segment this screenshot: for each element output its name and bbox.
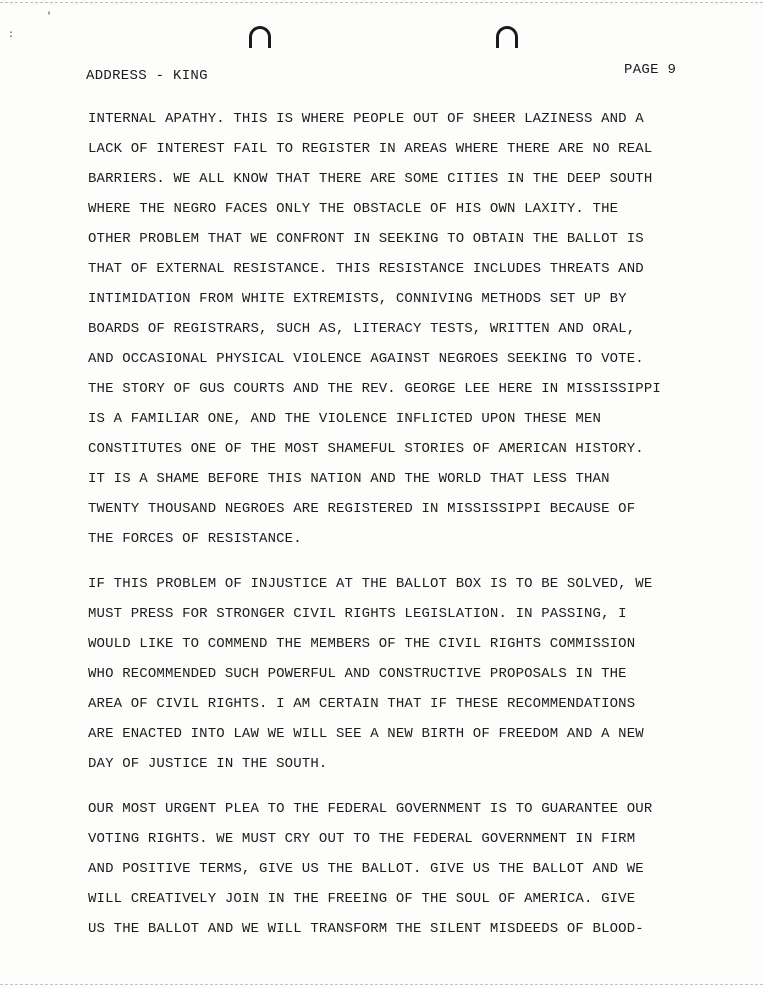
text-line: DAY OF JUSTICE IN THE SOUTH. xyxy=(88,756,328,772)
text-line: AND POSITIVE TERMS, GIVE US THE BALLOT. GIVE US THE BALLOT AND WE xyxy=(88,861,644,877)
text-line: THE FORCES OF RESISTANCE. xyxy=(88,531,302,547)
text-line: VOTING RIGHTS. WE MUST CRY OUT TO THE FEDERAL GOVERNMENT IN FIRM xyxy=(88,831,636,847)
text-line: IF THIS PROBLEM OF INJUSTICE AT THE BALLOT BOX IS TO BE SOLVED, WE xyxy=(88,576,653,592)
paragraph-2 xyxy=(88,569,698,779)
margin-mark: : xyxy=(8,30,15,41)
text-line: MUST PRESS FOR STRONGER CIVIL RIGHTS LEGISLATION. IN PASSING, I xyxy=(88,606,627,622)
text-line: OUR MOST URGENT PLEA TO THE FEDERAL GOVERNMENT IS TO GUARANTEE OUR xyxy=(88,801,653,817)
text-line: AREA OF CIVIL RIGHTS. I AM CERTAIN THAT IF THESE RECOMMENDATIONS xyxy=(88,696,636,712)
text-line: AND OCCASIONAL PHYSICAL VIOLENCE AGAINST NEGROES SEEKING TO VOTE. xyxy=(88,351,644,367)
text-line: BOARDS OF REGISTRARS, SUCH AS, LITERACY TESTS, WRITTEN AND ORAL, xyxy=(88,321,636,337)
text-line: ARE ENACTED INTO LAW WE WILL SEE A NEW BIRTH OF FREEDOM AND A NEW xyxy=(88,726,644,742)
document-header-title: ADDRESS - KING xyxy=(86,68,208,84)
top-perforation xyxy=(0,2,763,3)
text-line: CONSTITUTES ONE OF THE MOST SHAMEFUL STORIES OF AMERICAN HISTORY. xyxy=(88,441,644,457)
staple-mark-left xyxy=(249,26,271,48)
text-line: WHO RECOMMENDED SUCH POWERFUL AND CONSTRUCTIVE PROPOSALS IN THE xyxy=(88,666,627,682)
bottom-perforation xyxy=(0,984,763,985)
margin-mark: ' xyxy=(46,12,53,23)
text-line: TWENTY THOUSAND NEGROES ARE REGISTERED IN MISSISSIPPI BECAUSE OF xyxy=(88,501,636,517)
document-body xyxy=(88,104,698,944)
text-line: INTERNAL APATHY. THIS IS WHERE PEOPLE OUT OF SHEER LAZINESS AND A xyxy=(88,111,644,127)
staple-mark-right xyxy=(496,26,518,48)
text-line: THE STORY OF GUS COURTS AND THE REV. GEORGE LEE HERE IN MISSISSIPPI xyxy=(88,381,661,397)
text-line: WILL CREATIVELY JOIN IN THE FREEING OF THE SOUL OF AMERICA. GIVE xyxy=(88,891,636,907)
text-line: US THE BALLOT AND WE WILL TRANSFORM THE SILENT MISDEEDS OF BLOOD- xyxy=(88,921,644,937)
text-line: IT IS A SHAME BEFORE THIS NATION AND THE WORLD THAT LESS THAN xyxy=(88,471,610,487)
paragraph-3 xyxy=(88,794,698,944)
text-line: OTHER PROBLEM THAT WE CONFRONT IN SEEKING TO OBTAIN THE BALLOT IS xyxy=(88,231,644,247)
text-line: WHERE THE NEGRO FACES ONLY THE OBSTACLE OF HIS OWN LAXITY. THE xyxy=(88,201,619,217)
page-number: PAGE 9 xyxy=(624,62,677,78)
text-line: IS A FAMILIAR ONE, AND THE VIOLENCE INFLICTED UPON THESE MEN xyxy=(88,411,602,427)
text-line: INTIMIDATION FROM WHITE EXTREMISTS, CONNIVING METHODS SET UP BY xyxy=(88,291,627,307)
text-line: BARRIERS. WE ALL KNOW THAT THERE ARE SOME CITIES IN THE DEEP SOUTH xyxy=(88,171,653,187)
text-line: LACK OF INTEREST FAIL TO REGISTER IN AREAS WHERE THERE ARE NO REAL xyxy=(88,141,653,157)
text-line: WOULD LIKE TO COMMEND THE MEMBERS OF THE CIVIL RIGHTS COMMISSION xyxy=(88,636,636,652)
paragraph-1 xyxy=(88,104,698,554)
text-line: THAT OF EXTERNAL RESISTANCE. THIS RESISTANCE INCLUDES THREATS AND xyxy=(88,261,644,277)
